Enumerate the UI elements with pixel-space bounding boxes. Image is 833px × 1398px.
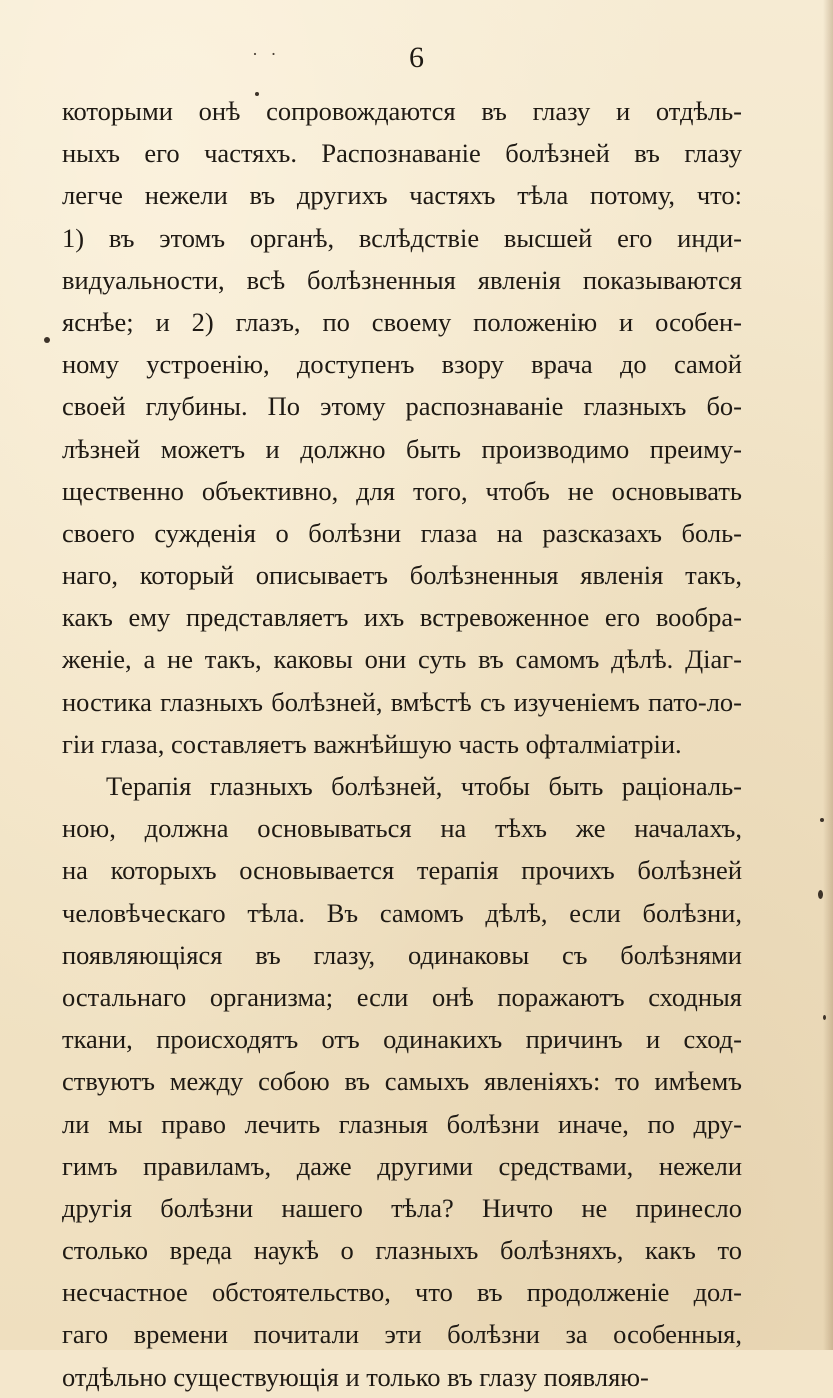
text-line: ткани, происходятъ отъ одинакихъ причинъ и сход- [62, 1024, 742, 1055]
text-line: на которыхъ основывается терапія прочихъ болѣзней [62, 855, 742, 886]
ink-speck [255, 92, 259, 96]
paragraph-last-line: гіи глаза, составляетъ важнѣйшую часть офталміатріи. [62, 728, 682, 759]
text-line: 1) въ этомъ органѣ, вслѣдствіе высшей его инди- [62, 222, 742, 253]
text-line: которыми онѣ сопровождаются въ глазу и отдѣль- [62, 96, 742, 126]
text-line: какъ ему представляетъ ихъ встревоженное его вообра- [62, 602, 742, 633]
text-line: гаго времени почитали эти болѣзни за особенныя, [62, 1319, 742, 1350]
text-line: гимъ правиламъ, даже другими средствами, нежели [62, 1150, 742, 1181]
page-number: 6 [409, 41, 424, 74]
ink-speck [820, 818, 824, 822]
text-line: своего сужденія о болѣзни глаза на разсказахъ боль- [62, 517, 742, 548]
text-line: столько вреда наукѣ о глазныхъ болѣзняхъ, какъ то [62, 1235, 742, 1266]
text-line: появляющіяся въ глазу, одинаковы съ болѣзнями [62, 939, 742, 970]
text-line: несчастное обстоятельство, что въ продолженіе дол- [62, 1277, 742, 1308]
text-line: другія болѣзни нашего тѣла? Ничто не принесло [62, 1192, 742, 1223]
text-line: ному устроенію, доступенъ взору врача до самой [62, 349, 742, 380]
text-line: ныхъ его частяхъ. Распознаваніе болѣзней въ глазу [62, 138, 742, 169]
text-line: яснѣе; и 2) глазъ, по своему положенію и особен- [62, 306, 742, 337]
text-line: ною, должна основываться на тѣхъ же началахъ, [62, 813, 742, 844]
header-dots: · · [252, 44, 281, 64]
text-line: отдѣльно существующія и только въ глазу появляю- [62, 1361, 649, 1392]
text-line: ностика глазныхъ болѣзней, вмѣстѣ съ изученіемъ пато-ло- [62, 686, 742, 717]
text-line: человѣческаго тѣла. Въ самомъ дѣлѣ, если болѣзни, [62, 897, 742, 928]
text-line: лѣзней можетъ и должно быть производимо преиму- [62, 433, 742, 464]
text-line: остальнаго организма; если онѣ поражаютъ сходныя [62, 981, 742, 1012]
text-line: своей глубины. По этому распознаваніе глазныхъ бо- [62, 391, 742, 422]
page-edge-shadow [823, 0, 833, 1350]
text-line: видуальности, всѣ болѣзненныя явленія показываются [62, 264, 742, 295]
text-line: женіе, а не такъ, каковы они суть въ самомъ дѣлѣ. Діаг- [62, 644, 742, 675]
ink-speck [44, 337, 50, 343]
text-line: легче нежели въ другихъ частяхъ тѣла потому, что: [62, 180, 742, 211]
paragraph-first-line: Терапія глазныхъ болѣзней, чтобы быть раціональ- [106, 771, 742, 801]
text-line: щественно объективно, для того, чтобъ не основывать [62, 475, 742, 506]
body-text [62, 90, 742, 1398]
ink-speck [823, 1015, 826, 1020]
text-line: ли мы право лечить глазныя болѣзни иначе, по дру- [62, 1108, 742, 1139]
text-line: наго, который описываетъ болѣзненныя явленія такъ, [62, 560, 742, 591]
text-line: ствуютъ между собою въ самыхъ явленіяхъ: то имѣемъ [62, 1066, 742, 1097]
ink-speck [818, 890, 823, 899]
